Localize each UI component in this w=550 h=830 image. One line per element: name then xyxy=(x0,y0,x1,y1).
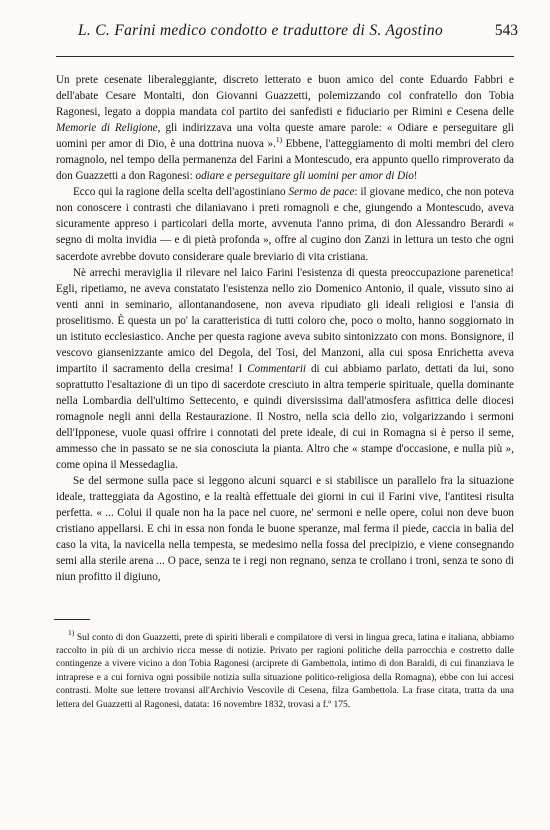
paragraph-1 xyxy=(56,72,514,184)
italic-run: odiare e perseguitare gli uomini per amor di Dio xyxy=(195,170,414,183)
header-rule xyxy=(56,56,514,57)
page-number: 543 xyxy=(494,22,518,39)
book-page xyxy=(56,22,518,712)
footnote-marker: 1) xyxy=(68,627,75,637)
paragraph-4 xyxy=(56,473,514,585)
italic-run: Commentarii xyxy=(247,362,307,375)
text-run: Un prete cesenate liberaleggiante, discreto letterato e buon amico del conte Eduardo Fabbri e dell'abate Cesare Montalti, don Giovanni Guazzetti, polemizzando col confratello don Tobia Ragonesi, legato a doppia mandata col partito dei sanfedisti e fiduciario per Rimini e Cesena delle xyxy=(56,74,514,119)
footnote-separator xyxy=(54,619,90,620)
running-title: L. C. Farini medico condotto e traduttore di S. Agostino xyxy=(78,22,444,39)
footnote-text: Sul conto di don Guazzetti, prete di spiriti liberali e compilatore di versi in lingua greca, latina e italiana, abbiamo raccolto in più di un archivio ricca messe di notizie. Privato per ragioni politiche della parrocchia e costretto dalle contingenze a vivere vicino a don Tobia Ragonesi (arciprete di Gambettola, intimo di don Baraldi, di cui finanziava le intraprese e a cui forniva ogni possibile notizia sulla situazione politico-religiosa della Romagna), ebbe con lui accesi contrasti. Molte sue lettere trovansi all'Archivio Vescovile di Cesena, filza Gambettola. La frase citata, tratta da una lettera del Guazzetti al Ragonesi, datata: 16 novembre 1832, trovasi a f.º 175. xyxy=(56,632,514,710)
italic-run: Sermo de pace xyxy=(288,186,355,199)
main-text xyxy=(56,72,514,586)
footnote xyxy=(56,627,514,712)
paragraph-3 xyxy=(56,265,514,474)
text-run: ! xyxy=(413,170,418,183)
running-head xyxy=(56,22,518,52)
text-run: Se del sermone sulla pace si leggono alcuni squarci e si stabilisce un parallelo fra la situazione ideale, tratteggiata da Agostino, e la realtà effettuale dei giorni in cui il Farini vive, l'antitesi risulta perfetta. « ... Colui il quale non ha la pace nel cuore, ne' sermoni e nelle opere, colui non deve buon cristiano appellarsi. E chi in essa non fonda le buone speranze, mal ferma il piede, caccia in balìa del caso la vita, la navicella nella tempesta, se medesimo nella fossa del precipizio, e viene consegnando semi alla sterile arena ... O pace, senza te i regi non regnano, senza te crollano i troni, senza te sono di niun profitto il digiuno, xyxy=(56,475,514,584)
text-run: Nè arrechi meraviglia il rilevare nel laico Farini l'esistenza di questa preoccupazione parenetica! Egli, ripetiamo, ne aveva constatato l'esistenza nello zio Domenico Antonio, il quale, vissuto sino ai venti anni in seminario, allontanandosene, non aveva ripudiato gli ideali religiosi e l'ansia di proselitismo. È questa un po' la caratteristica di tutti coloro che, poco o molto, hanno soggiornato in un istituto ecclesiastico. Anche per questa ragione aveva subito sintonizzato con mons. Bonsignore, il vescovo giansenizzante amico del Degola, del Tosi, del Manzoni, alla cui sposa Enrichetta aveva impartito il sacramento della cresima! I xyxy=(56,266,514,375)
text-run: di cui abbiamo parlato, dettati da lui, sono soprattutto l'esaltazione di un tipo di sacerdote cresciuto in altra temperie spirituale, quella dominante nella Lombardia dell'ultimo Settecento, e quindi diversissima dall'atmosfera asfittica delle diocesi romagnole negli anni della Restaurazione. Il Nostro, nella scia dello zio, volgarizzando i sermoni dell'Ipponese, vuole quasi offrire i connotati del prete ideale, di cui in Romagna si è perso il seme, ammesso che in passato se ne sia conosciuta la pianta. Altro che « stampe d'occasione, e nulla più », come opina il Messedaglia. xyxy=(56,362,514,472)
text-run: : il giovane medico, che non poteva non conoscere i contrasti che dilaniavano i preti romagnoli e che, giungendo a Montescudo, aveva sicuramente appreso i particolari della morte, avvenuta l'anno prima, di don Alessandro Berardi « segno di molta invidia — e di pietà profonda », offre al cugino don Zanzi in lettura un testo che ogni sacerdote avrebbe dovuto considerare quale breviario di vita cristiana. xyxy=(56,186,514,263)
italic-run: Memorie di Religione xyxy=(56,122,158,135)
text-run: , gli indirizzava una volta queste amare parole: « Odiare e perseguitare gli uomini per amor di Dio, è una dottrina nuova ». xyxy=(56,122,514,151)
text-run: Ecco qui la ragione della scelta dell'agostiniano xyxy=(73,186,289,199)
footnote-reference[interactable]: 1) xyxy=(275,134,283,144)
text-run: Ebbene, l'atteggiamento di molti membri del clero romagnolo, nel tempo della permanenza del Farini a Montescudo, era appunto quello rimproverato da don Guazzetti a don Ragonesi: xyxy=(56,138,514,183)
paragraph-2 xyxy=(56,184,514,264)
